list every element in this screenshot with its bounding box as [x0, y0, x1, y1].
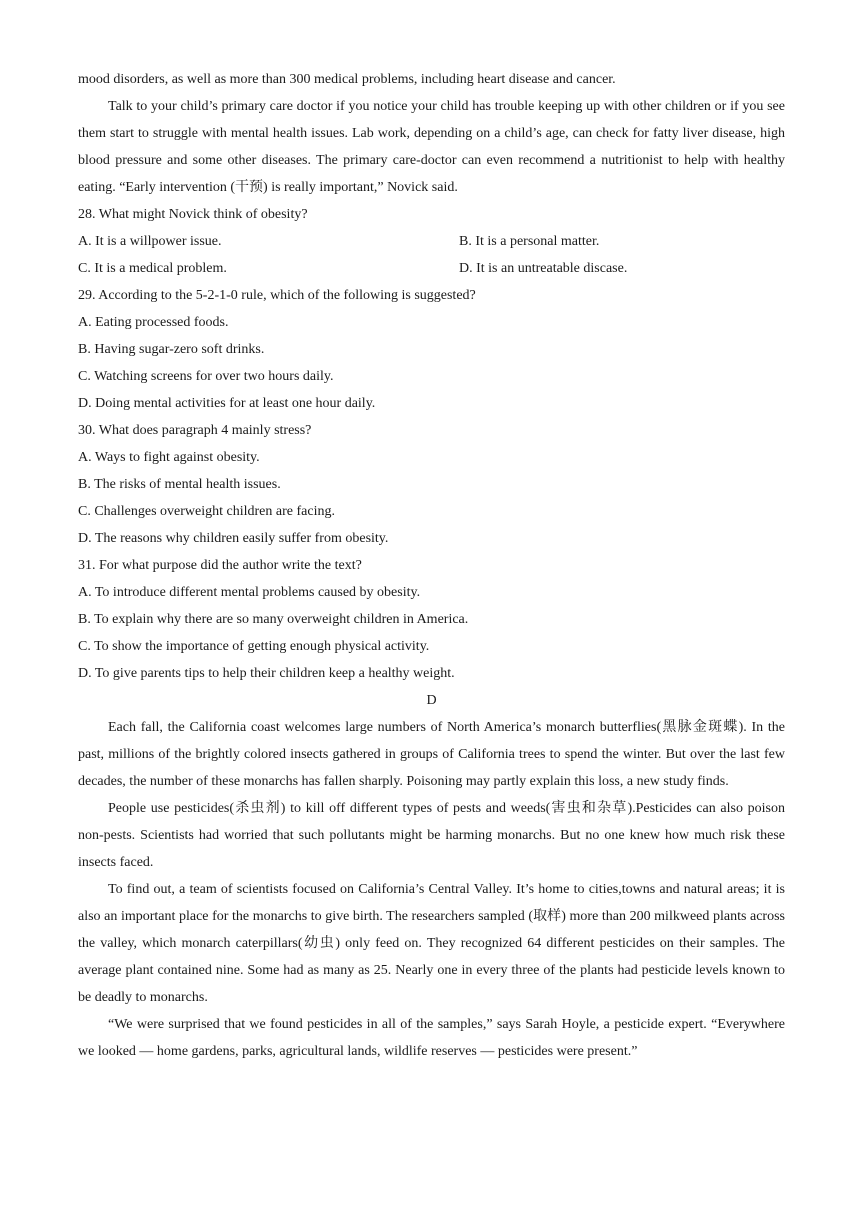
option-b: B. The risks of mental health issues. — [78, 477, 281, 492]
option-b: B. Having sugar-zero soft drinks. — [78, 342, 265, 357]
option-row — [78, 228, 785, 255]
option-b: B. It is a personal matter. — [459, 234, 600, 249]
passage-d-paragraph-3: To find out, a team of scientists focused on California’s Central Valley. It’s home to cities,towns and natural areas; it is also an important place for the monarchs to give birth. The researchers sampled (取样) more than 200 milkweed plants across the valley, which monarch caterpillars(幼虫) only feed on. They recognized 64 different pesticides on their samples. The average plant contained nine. Some had as many as 25. Nearly one in every three of the plants had pesticide levels known to be deadly to monarchs. — [78, 882, 785, 1005]
option-c: C. To show the importance of getting enough physical activity. — [78, 639, 430, 654]
question-29 — [78, 282, 785, 417]
question-stem: 30. What does paragraph 4 mainly stress? — [78, 423, 312, 438]
question-stem: 31. For what purpose did the author write the text? — [78, 558, 362, 573]
option-a: A. It is a willpower issue. — [78, 234, 222, 249]
option-b: B. To explain why there are so many overweight children in America. — [78, 612, 469, 627]
passage-c-doctor-paragraph: Talk to your child’s primary care doctor if you notice your child has trouble keeping up with other children or if you see them start to struggle with mental health issues. Lab work, depending on a child’s age, can check for fatty liver disease, high blood pressure and some other diseases. The primary care-doctor can even recommend a nutritionist to help with healthy eating. “Early intervention (干预) is really important,” Novick said. — [78, 99, 785, 195]
option-d: D. The reasons why children easily suffer from obesity. — [78, 531, 389, 546]
exam-page — [78, 66, 785, 1065]
option-d: D. Doing mental activities for at least one hour daily. — [78, 396, 376, 411]
option-d: D. To give parents tips to help their children keep a healthy weight. — [78, 666, 455, 681]
question-30 — [78, 417, 785, 552]
option-c: C. Watching screens for over two hours daily. — [78, 369, 334, 384]
passage-d-paragraph-4: “We were surprised that we found pesticides in all of the samples,” says Sarah Hoyle, a pesticide expert. “Everywhere we looked — home gardens, parks, agricultural lands, wildlife reserves — pesticides were present.” — [78, 1017, 785, 1059]
option-c: C. Challenges overweight children are facing. — [78, 504, 335, 519]
passage-d-heading: D — [426, 693, 437, 708]
question-28 — [78, 201, 785, 282]
option-a: A. To introduce different mental problems caused by obesity. — [78, 585, 421, 600]
option-c: C. It is a medical problem. — [78, 261, 227, 276]
passage-d-paragraph-2: People use pesticides(杀虫剂) to kill off different types of pests and weeds(害虫和杂草).Pesticides can also poison non-pests. Scientists had worried that such pollutants might be harming monarchs. But no one knew how much risk these insects faced. — [78, 801, 785, 870]
option-row — [78, 255, 785, 282]
question-stem: 28. What might Novick think of obesity? — [78, 207, 308, 222]
question-stem: 29. According to the 5-2-1-0 rule, which of the following is suggested? — [78, 288, 476, 303]
passage-d-paragraph-1: Each fall, the California coast welcomes large numbers of North America’s monarch butterflies(黑脉金斑蝶). In the past, millions of the brightly colored insects gathered in groups of California trees to spend the winter. But over the last few decades, the number of these monarchs has fallen sharply. Poisoning may partly explain this loss, a new study finds. — [78, 720, 785, 789]
question-31 — [78, 552, 785, 687]
option-d: D. It is an untreatable discase. — [459, 261, 628, 276]
option-a: A. Eating processed foods. — [78, 315, 229, 330]
passage-c-tail: mood disorders, as well as more than 300 medical problems, including heart disease and cancer. — [78, 72, 616, 87]
option-a: A. Ways to fight against obesity. — [78, 450, 260, 465]
